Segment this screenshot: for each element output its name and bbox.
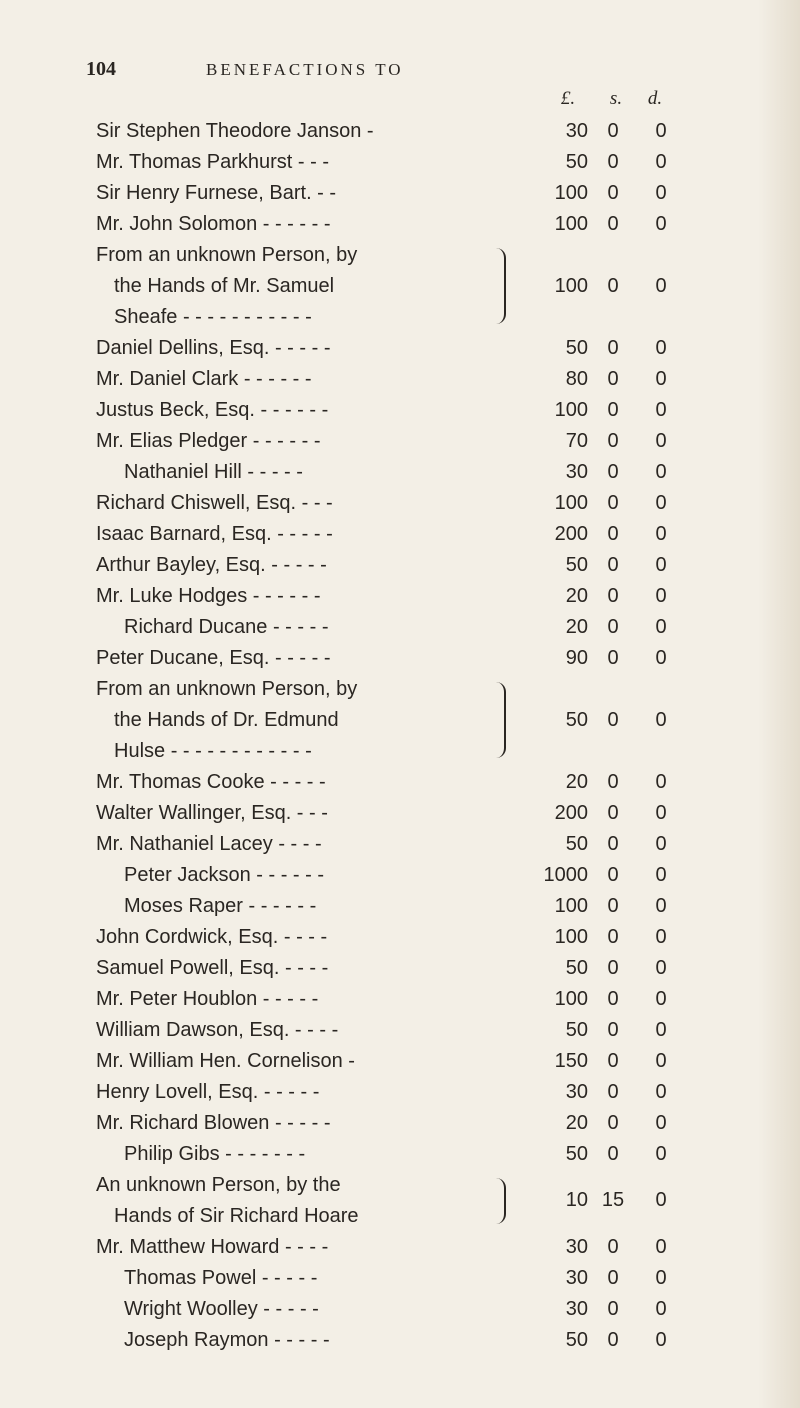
amount-pounds: 90	[565, 647, 588, 669]
ledger-entry	[96, 426, 696, 457]
amount-shillings: 0	[607, 802, 619, 824]
ledger-entry	[96, 178, 696, 209]
ledger-entry	[96, 519, 696, 550]
amount-pence: 0	[655, 120, 667, 142]
amount-shillings: 0	[607, 275, 619, 297]
ledger-entry	[96, 891, 696, 922]
amount-pence: 0	[655, 833, 667, 855]
amount-pence: 0	[655, 1081, 667, 1103]
amount-pounds: 50	[565, 554, 588, 576]
entry-name: Mr. John Solomon - - - - - -	[96, 213, 331, 235]
amount-shillings: 0	[607, 492, 619, 514]
amount-shillings: 0	[607, 957, 619, 979]
amount-shillings: 0	[607, 337, 619, 359]
amount-shillings: 0	[607, 1298, 619, 1320]
page-header	[86, 58, 546, 84]
amount-pence: 0	[655, 1050, 667, 1072]
ledger-entry	[96, 1232, 696, 1263]
amount-shillings: 0	[607, 864, 619, 886]
amount-pounds: 20	[565, 1112, 588, 1134]
ledger-entry	[96, 1108, 696, 1139]
entry-name: Richard Ducane - - - - -	[124, 616, 329, 638]
amount-pence: 0	[655, 337, 667, 359]
amount-shillings: 0	[607, 1236, 619, 1258]
entry-name: Nathaniel Hill - - - - -	[124, 461, 303, 483]
column-head-pence: d.	[647, 88, 663, 109]
amount-pounds: 30	[565, 120, 588, 142]
amount-pence: 0	[655, 1189, 667, 1211]
amount-pence: 0	[655, 1112, 667, 1134]
running-head: BENEFACTIONS TO	[206, 60, 404, 79]
amount-pounds: 30	[565, 1236, 588, 1258]
amount-pounds: 100	[554, 988, 588, 1010]
entry-name: Mr. Elias Pledger - - - - - -	[96, 430, 321, 452]
amount-pounds: 100	[554, 182, 588, 204]
entry-name: Mr. Daniel Clark - - - - - -	[96, 368, 312, 390]
amount-shillings: 0	[607, 1112, 619, 1134]
amount-pounds: 20	[565, 771, 588, 793]
amount-pounds: 10	[565, 1189, 588, 1211]
amount-pounds: 50	[565, 1143, 588, 1165]
amount-pence: 0	[655, 430, 667, 452]
amount-pounds: 80	[565, 368, 588, 390]
amount-pence: 0	[655, 523, 667, 545]
amount-pence: 0	[655, 151, 667, 173]
amount-shillings: 0	[607, 368, 619, 390]
amount-pence: 0	[655, 213, 667, 235]
amount-shillings: 0	[607, 430, 619, 452]
ledger-entry	[96, 1046, 696, 1077]
amount-shillings: 0	[607, 1143, 619, 1165]
amount-pounds: 150	[554, 1050, 588, 1072]
ledger-entry	[96, 1263, 696, 1294]
right-brace-icon	[496, 248, 506, 324]
entry-name: Mr. Richard Blowen - - - - -	[96, 1112, 331, 1134]
amount-shillings: 0	[607, 709, 619, 731]
amount-shillings: 0	[607, 647, 619, 669]
right-brace-icon	[496, 682, 506, 758]
ledger-entry	[96, 922, 696, 953]
entry-name: Sir Henry Furnese, Bart. - -	[96, 182, 337, 204]
amount-pence: 0	[655, 864, 667, 886]
amount-shillings: 0	[607, 616, 619, 638]
amount-pence: 0	[655, 895, 667, 917]
amount-pence: 0	[655, 1298, 667, 1320]
amount-pence: 0	[655, 182, 667, 204]
amount-pounds: 50	[565, 833, 588, 855]
entry-name: Sir Stephen Theodore Janson -	[96, 120, 374, 142]
amount-pounds: 50	[565, 709, 588, 731]
ledger-entry	[96, 240, 696, 333]
ledger-entry	[96, 550, 696, 581]
amount-pence: 0	[655, 709, 667, 731]
amount-pounds: 30	[565, 1267, 588, 1289]
entry-name-line-1: From an unknown Person, by	[96, 244, 358, 266]
ledger-entry	[96, 395, 696, 426]
ledger-entry	[96, 1139, 696, 1170]
amount-pence: 0	[655, 1019, 667, 1041]
amount-pence: 0	[655, 554, 667, 576]
ledger-entry	[96, 364, 696, 395]
amount-pence: 0	[655, 1329, 667, 1351]
entry-name-multiline	[96, 674, 357, 767]
amount-shillings: 0	[607, 461, 619, 483]
amount-pounds: 200	[554, 523, 588, 545]
entry-name-line-3: Hulse - - - - - - - - - - - -	[114, 740, 312, 762]
amount-pounds: 50	[565, 1019, 588, 1041]
amount-pounds: 30	[565, 461, 588, 483]
ledger-entry	[96, 457, 696, 488]
entry-name: Mr. Thomas Cooke - - - - -	[96, 771, 326, 793]
amount-shillings: 0	[607, 399, 619, 421]
entry-name: Peter Jackson - - - - - -	[124, 864, 325, 886]
entry-name-multiline	[96, 1170, 359, 1232]
amount-pence: 0	[655, 957, 667, 979]
amount-pounds: 20	[565, 585, 588, 607]
entry-name: Philip Gibs - - - - - - -	[124, 1143, 306, 1165]
page-edge-shadow	[758, 0, 800, 1408]
amount-shillings: 0	[607, 120, 619, 142]
entry-name: Walter Wallinger, Esq. - - -	[96, 802, 328, 824]
amount-shillings: 0	[607, 1267, 619, 1289]
amount-pence: 0	[655, 1143, 667, 1165]
ledger-entry	[96, 1294, 696, 1325]
entry-name: Justus Beck, Esq. - - - - - -	[96, 399, 329, 421]
amount-shillings: 0	[607, 585, 619, 607]
amount-shillings: 0	[607, 151, 619, 173]
ledger-entry	[96, 860, 696, 891]
entry-name-line-2: Hands of Sir Richard Hoare	[114, 1205, 359, 1227]
ledger-entry	[96, 953, 696, 984]
ledger-entry	[96, 984, 696, 1015]
entry-name: Arthur Bayley, Esq. - - - - -	[96, 554, 327, 576]
amount-pence: 0	[655, 399, 667, 421]
ledger-entry	[96, 1170, 696, 1232]
ledger-entry	[96, 674, 696, 767]
amount-pence: 0	[655, 802, 667, 824]
amount-shillings: 0	[607, 182, 619, 204]
amount-pounds: 30	[565, 1298, 588, 1320]
amount-pence: 0	[655, 647, 667, 669]
ledger-entry	[96, 1077, 696, 1108]
ledger-entry	[96, 209, 696, 240]
amount-pence: 0	[655, 461, 667, 483]
page-number: 104	[86, 58, 116, 80]
amount-pounds: 200	[554, 802, 588, 824]
entry-name: Richard Chiswell, Esq. - - -	[96, 492, 333, 514]
entry-name: Henry Lovell, Esq. - - - - -	[96, 1081, 320, 1103]
entry-name: Isaac Barnard, Esq. - - - - -	[96, 523, 333, 545]
amount-pence: 0	[655, 492, 667, 514]
amount-pence: 0	[655, 926, 667, 948]
entry-name: Mr. William Hen. Cornelison -	[96, 1050, 355, 1072]
entry-name-line-2: the Hands of Mr. Samuel	[114, 275, 335, 297]
amount-pence: 0	[655, 275, 667, 297]
amount-pence: 0	[655, 1267, 667, 1289]
amount-shillings: 0	[607, 1329, 619, 1351]
amount-shillings: 0	[607, 554, 619, 576]
amount-shillings: 0	[607, 1019, 619, 1041]
amount-pounds: 100	[554, 492, 588, 514]
amount-shillings: 0	[607, 771, 619, 793]
ledger-entry	[96, 643, 696, 674]
ledger-entry	[96, 829, 696, 860]
amount-pence: 0	[655, 1236, 667, 1258]
entry-name-line-3: Sheafe - - - - - - - - - - -	[114, 306, 312, 328]
entry-name: Mr. Nathaniel Lacey - - - -	[96, 833, 322, 855]
entry-name: Mr. Peter Houblon - - - - -	[96, 988, 319, 1010]
entry-name: Wright Woolley - - - - -	[124, 1298, 319, 1320]
ledger-entry	[96, 488, 696, 519]
amount-shillings: 0	[607, 988, 619, 1010]
ledger-entry	[96, 1325, 696, 1356]
amount-pence: 0	[655, 585, 667, 607]
column-head-pounds: £.	[560, 88, 576, 109]
entry-name: Joseph Raymon - - - - -	[124, 1329, 330, 1351]
amount-pounds: 100	[554, 275, 588, 297]
entry-name: Mr. Matthew Howard - - - -	[96, 1236, 329, 1258]
entry-name: Daniel Dellins, Esq. - - - - -	[96, 337, 331, 359]
amount-pounds: 30	[565, 1081, 588, 1103]
ledger-entry	[96, 581, 696, 612]
entry-name: John Cordwick, Esq. - - - -	[96, 926, 328, 948]
amount-pence: 0	[655, 616, 667, 638]
amount-pounds: 20	[565, 616, 588, 638]
amount-pounds: 100	[554, 213, 588, 235]
benefactions-ledger	[96, 116, 696, 1356]
ledger-entry	[96, 612, 696, 643]
ledger-entry	[96, 333, 696, 364]
amount-pounds: 100	[554, 926, 588, 948]
amount-pounds: 50	[565, 151, 588, 173]
entry-name: Mr. Thomas Parkhurst - - -	[96, 151, 330, 173]
amount-shillings: 0	[607, 213, 619, 235]
amount-pounds: 50	[565, 337, 588, 359]
amount-pounds: 100	[554, 895, 588, 917]
amount-pence: 0	[655, 368, 667, 390]
column-head-shillings: s.	[609, 88, 623, 109]
amount-pounds: 50	[565, 1329, 588, 1351]
entry-name-line-2: the Hands of Dr. Edmund	[114, 709, 339, 731]
entry-name: Mr. Luke Hodges - - - - - -	[96, 585, 321, 607]
entry-name-multiline	[96, 240, 357, 333]
amount-pence: 0	[655, 771, 667, 793]
entry-name: Samuel Powell, Esq. - - - -	[96, 957, 329, 979]
ledger-entry	[96, 116, 696, 147]
ledger-entry	[96, 767, 696, 798]
amount-shillings: 15	[601, 1189, 625, 1211]
amount-shillings: 0	[607, 1050, 619, 1072]
amount-pounds: 100	[554, 399, 588, 421]
entry-name: William Dawson, Esq. - - - -	[96, 1019, 339, 1041]
entry-name: Thomas Powel - - - - -	[124, 1267, 318, 1289]
amount-shillings: 0	[607, 833, 619, 855]
amount-shillings: 0	[607, 1081, 619, 1103]
ledger-entry	[96, 798, 696, 829]
amount-pounds: 70	[565, 430, 588, 452]
amount-pounds: 50	[565, 957, 588, 979]
amount-shillings: 0	[607, 895, 619, 917]
entry-name: Moses Raper - - - - - -	[124, 895, 317, 917]
amount-shillings: 0	[607, 926, 619, 948]
amount-pence: 0	[655, 988, 667, 1010]
entry-name-line-1: From an unknown Person, by	[96, 678, 358, 700]
amount-pounds: 1000	[543, 864, 588, 886]
entry-name-line-1: An unknown Person, by the	[96, 1174, 341, 1196]
entry-name: Peter Ducane, Esq. - - - - -	[96, 647, 331, 669]
amount-shillings: 0	[607, 523, 619, 545]
ledger-entry	[96, 1015, 696, 1046]
right-brace-icon	[496, 1178, 506, 1224]
ledger-entry	[96, 147, 696, 178]
